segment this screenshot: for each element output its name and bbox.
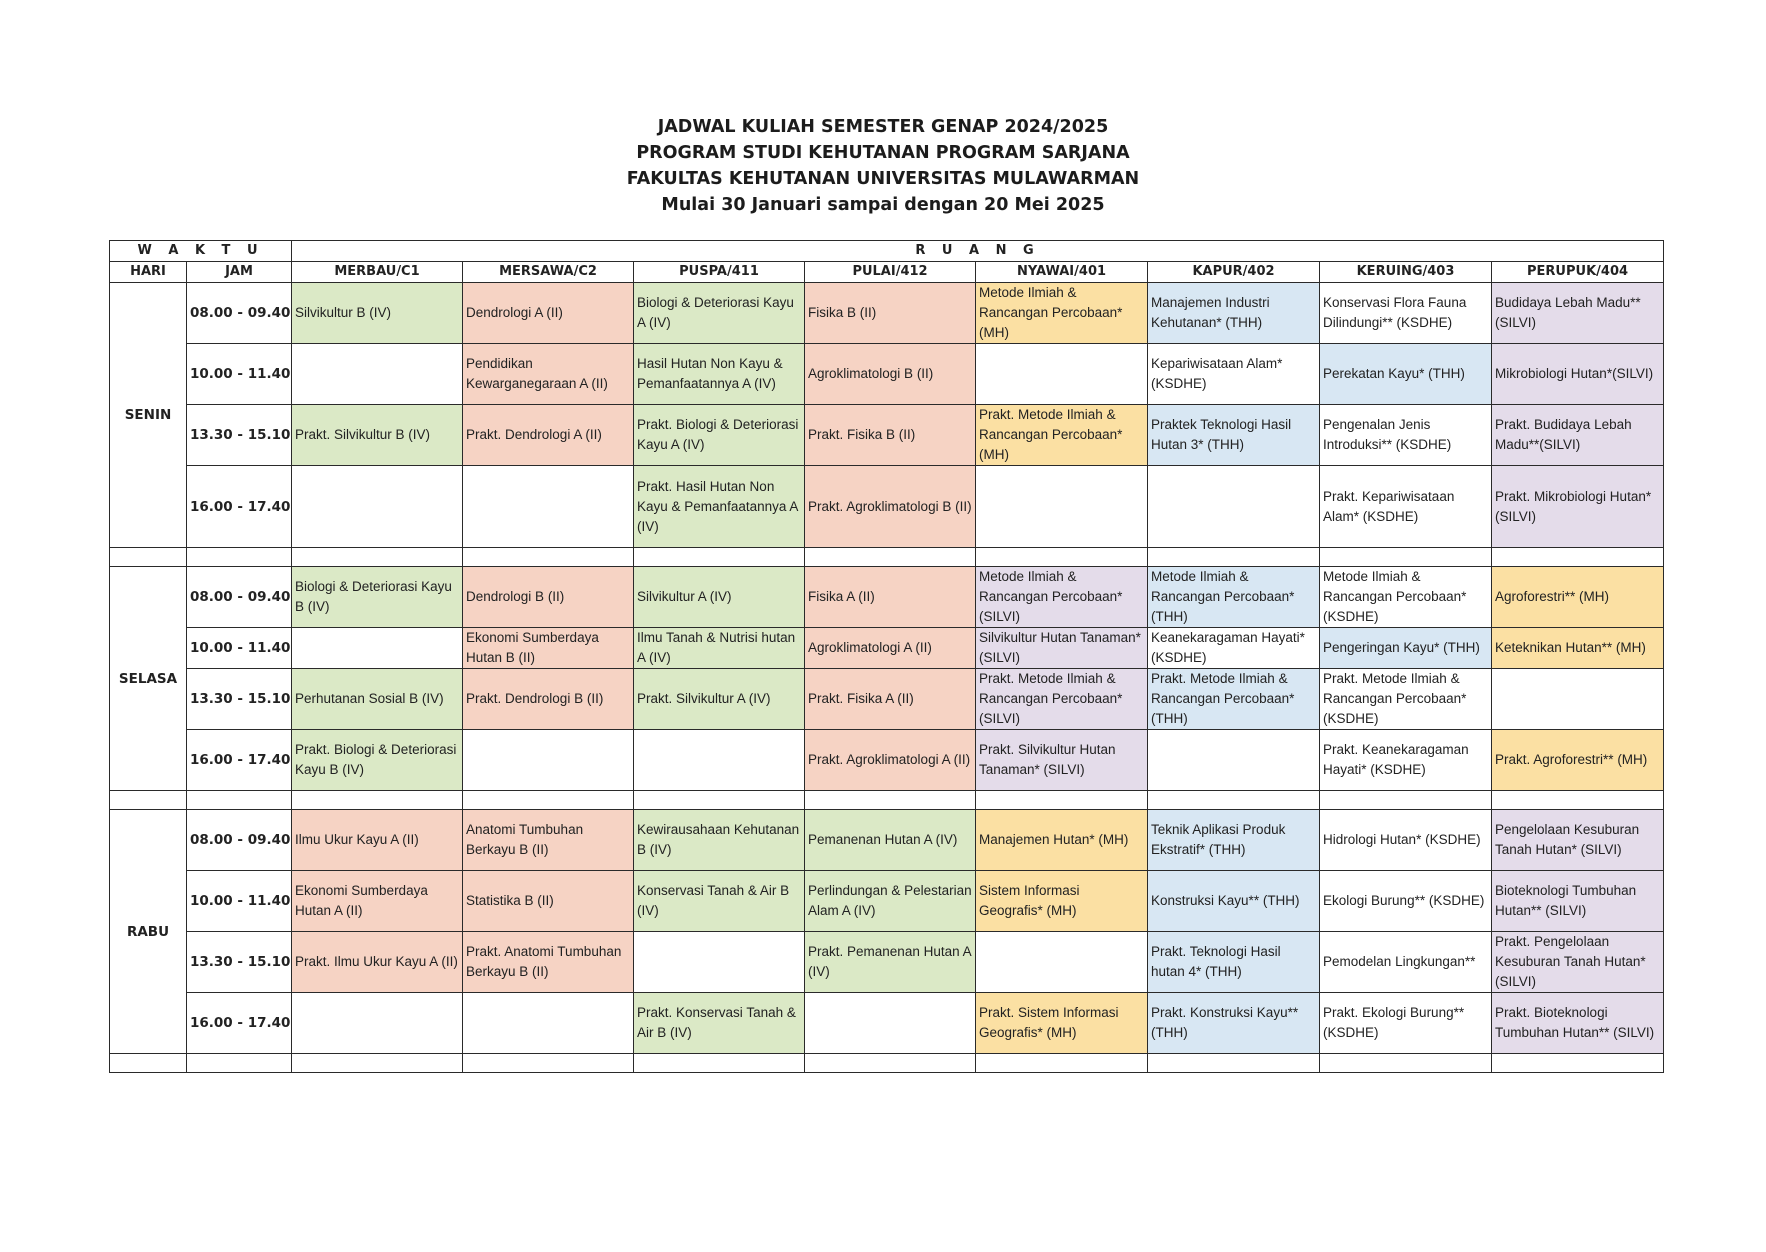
title-line-2: PROGRAM STUDI KEHUTANAN PROGRAM SARJANA [636, 143, 1130, 163]
spacer-cell [976, 548, 1148, 567]
course-cell [292, 466, 463, 548]
spacer-cell [1492, 791, 1664, 810]
course-cell: Pengelolaan Kesuburan Tanah Hutan* (SILVI) [1492, 810, 1664, 871]
course-cell [292, 344, 463, 405]
course-cell: Pengeringan Kayu* (THH) [1320, 628, 1492, 669]
course-cell: Agroklimatologi B (II) [805, 344, 976, 405]
spacer-cell [463, 548, 634, 567]
course-cell: Silvikultur A (IV) [634, 567, 805, 628]
course-cell [1148, 730, 1320, 791]
spacer-row [110, 548, 1664, 567]
time-slot: 08.00 - 09.40 [187, 283, 292, 344]
course-cell: Kepariwisataan Alam* (KSDHE) [1148, 344, 1320, 405]
spacer-cell [110, 791, 187, 810]
title-line-3: FAKULTAS KEHUTANAN UNIVERSITAS MULAWARMAN [626, 169, 1140, 189]
course-cell [976, 344, 1148, 405]
time-slot: 13.30 - 15.10 [187, 405, 292, 466]
spacer-cell [187, 548, 292, 567]
course-cell: Dendrologi B (II) [463, 567, 634, 628]
spacer-cell [1148, 548, 1320, 567]
title-line-4: Mulai 30 Januari sampai dengan 20 Mei 2025 [661, 195, 1105, 215]
course-cell: Fisika A (II) [805, 567, 976, 628]
course-cell: Prakt. Metode Ilmiah & Rancangan Percobaan* (KSDHE) [1320, 669, 1492, 730]
spacer-cell [110, 548, 187, 567]
course-cell: Prakt. Agroklimatologi A (II) [805, 730, 976, 791]
course-cell: Silvikultur Hutan Tanaman* (SILVI) [976, 628, 1148, 669]
table-row [110, 730, 1664, 791]
spacer-cell [1148, 1054, 1320, 1073]
course-cell: Prakt. Dendrologi B (II) [463, 669, 634, 730]
time-slot: 16.00 - 17.40 [187, 466, 292, 548]
course-cell: Prakt. Bioteknologi Tumbuhan Hutan** (SILVI) [1492, 993, 1664, 1054]
table-row [110, 628, 1664, 669]
course-cell: Prakt. Silvikultur Hutan Tanaman* (SILVI) [976, 730, 1148, 791]
spacer-cell [634, 548, 805, 567]
room-header: PERUPUK/404 [1492, 262, 1664, 283]
ruang-header: R U A N G [292, 241, 1664, 262]
spacer-cell [976, 791, 1148, 810]
time-slot: 08.00 - 09.40 [187, 810, 292, 871]
hari-header: HARI [110, 262, 187, 283]
spacer-cell [292, 791, 463, 810]
course-cell [463, 466, 634, 548]
course-cell: Pemanenan Hutan A (IV) [805, 810, 976, 871]
course-cell [463, 993, 634, 1054]
course-cell [976, 932, 1148, 993]
course-cell: Prakt. Dendrologi A (II) [463, 405, 634, 466]
course-cell: Prakt. Kepariwisataan Alam* (KSDHE) [1320, 466, 1492, 548]
course-cell: Dendrologi A (II) [463, 283, 634, 344]
course-cell [1148, 466, 1320, 548]
room-header: NYAWAI/401 [976, 262, 1148, 283]
course-cell: Keteknikan Hutan** (MH) [1492, 628, 1664, 669]
course-cell: Perlindungan & Pelestarian Alam A (IV) [805, 871, 976, 932]
waktu-header: W A K T U [110, 241, 292, 262]
course-cell: Mikrobiologi Hutan*(SILVI) [1492, 344, 1664, 405]
course-cell: Prakt. Silvikultur A (IV) [634, 669, 805, 730]
table-row [110, 932, 1664, 993]
day-label: RABU [110, 810, 187, 1054]
course-cell: Prakt. Pengelolaan Kesuburan Tanah Hutan* (SILVI) [1492, 932, 1664, 993]
spacer-cell [1320, 548, 1492, 567]
course-cell: Ekonomi Sumberdaya Hutan A (II) [292, 871, 463, 932]
course-cell: Keanekaragaman Hayati* (KSDHE) [1148, 628, 1320, 669]
course-cell: Agroklimatologi A (II) [805, 628, 976, 669]
spacer-cell [110, 1054, 187, 1073]
room-header: KAPUR/402 [1148, 262, 1320, 283]
course-cell: Perekatan Kayu* (THH) [1320, 344, 1492, 405]
course-cell: Prakt. Agroforestri** (MH) [1492, 730, 1664, 791]
time-slot: 10.00 - 11.40 [187, 628, 292, 669]
table-row [110, 871, 1664, 932]
course-cell: Metode Ilmiah & Rancangan Percobaan* (THH) [1148, 567, 1320, 628]
spacer-cell [634, 791, 805, 810]
table-row [110, 283, 1664, 344]
room-header: MERBAU/C1 [292, 262, 463, 283]
course-cell: Prakt. Ilmu Ukur Kayu A (II) [292, 932, 463, 993]
spacer-cell [805, 548, 976, 567]
course-cell: Prakt. Teknologi Hasil hutan 4* (THH) [1148, 932, 1320, 993]
course-cell [976, 466, 1148, 548]
course-cell: Prakt. Anatomi Tumbuhan Berkayu B (II) [463, 932, 634, 993]
day-label: SENIN [110, 283, 187, 548]
course-cell: Prakt. Keanekaragaman Hayati* (KSDHE) [1320, 730, 1492, 791]
title-line-1: JADWAL KULIAH SEMESTER GENAP 2024/2025 [657, 117, 1109, 137]
course-cell: Prakt. Mikrobiologi Hutan*(SILVI) [1492, 466, 1664, 548]
course-cell: Prakt. Konstruksi Kayu** (THH) [1148, 993, 1320, 1054]
course-cell: Biologi & Deteriorasi Kayu A (IV) [634, 283, 805, 344]
course-cell [463, 730, 634, 791]
course-cell [634, 932, 805, 993]
course-cell: Hasil Hutan Non Kayu & Pemanfaatannya A (IV) [634, 344, 805, 405]
time-slot: 10.00 - 11.40 [187, 344, 292, 405]
spacer-cell [976, 1054, 1148, 1073]
course-cell: Manajemen Industri Kehutanan* (THH) [1148, 283, 1320, 344]
course-cell [634, 730, 805, 791]
course-cell: Prakt. Sistem Informasi Geografis* (MH) [976, 993, 1148, 1054]
spacer-cell [463, 1054, 634, 1073]
course-cell: Perhutanan Sosial B (IV) [292, 669, 463, 730]
course-cell: Statistika B (II) [463, 871, 634, 932]
course-cell: Prakt. Budidaya Lebah Madu**(SILVI) [1492, 405, 1664, 466]
course-cell: Prakt. Hasil Hutan Non Kayu & Pemanfaatannya A (IV) [634, 466, 805, 548]
course-cell: Sistem Informasi Geografis* (MH) [976, 871, 1148, 932]
spacer-cell [1320, 791, 1492, 810]
course-cell [292, 628, 463, 669]
title-block [0, 114, 1766, 218]
course-cell [805, 993, 976, 1054]
course-cell: Biologi & Deteriorasi Kayu B (IV) [292, 567, 463, 628]
spacer-cell [292, 548, 463, 567]
spacer-cell [1492, 1054, 1664, 1073]
spacer-row [110, 791, 1664, 810]
course-cell: Pemodelan Lingkungan** [1320, 932, 1492, 993]
course-cell: Kewirausahaan Kehutanan B (IV) [634, 810, 805, 871]
course-cell [1492, 669, 1664, 730]
course-cell: Ilmu Ukur Kayu A (II) [292, 810, 463, 871]
course-cell: Konstruksi Kayu** (THH) [1148, 871, 1320, 932]
course-cell: Budidaya Lebah Madu**(SILVI) [1492, 283, 1664, 344]
course-cell: Prakt. Agroklimatologi B (II) [805, 466, 976, 548]
course-cell: Prakt. Fisika B (II) [805, 405, 976, 466]
course-cell: Prakt. Metode Ilmiah & Rancangan Percobaan* (THH) [1148, 669, 1320, 730]
course-cell: Ekonomi Sumberdaya Hutan B (II) [463, 628, 634, 669]
course-cell: Prakt. Pemanenan Hutan A (IV) [805, 932, 976, 993]
time-slot: 13.30 - 15.10 [187, 669, 292, 730]
course-cell: Bioteknologi Tumbuhan Hutan** (SILVI) [1492, 871, 1664, 932]
course-cell: Konservasi Flora Fauna Dilindungi** (KSDHE) [1320, 283, 1492, 344]
spacer-cell [187, 1054, 292, 1073]
day-label: SELASA [110, 567, 187, 791]
course-cell: Prakt. Konservasi Tanah & Air B (IV) [634, 993, 805, 1054]
room-header: KERUING/403 [1320, 262, 1492, 283]
course-cell: Pengenalan Jenis Introduksi** (KSDHE) [1320, 405, 1492, 466]
room-header: PULAI/412 [805, 262, 976, 283]
table-row [110, 466, 1664, 548]
course-cell [292, 993, 463, 1054]
table-row [110, 993, 1664, 1054]
course-cell: Metode Ilmiah & Rancangan Percobaan* (SILVI) [976, 567, 1148, 628]
course-cell: Metode Ilmiah & Rancangan Percobaan* (MH) [976, 283, 1148, 344]
course-cell: Agroforestri** (MH) [1492, 567, 1664, 628]
course-cell: Praktek Teknologi Hasil Hutan 3* (THH) [1148, 405, 1320, 466]
spacer-cell [187, 791, 292, 810]
course-cell: Prakt. Silvikultur B (IV) [292, 405, 463, 466]
schedule-body [110, 283, 1664, 1073]
spacer-cell [1148, 791, 1320, 810]
course-cell: Ekologi Burung** (KSDHE) [1320, 871, 1492, 932]
table-row [110, 344, 1664, 405]
time-slot: 16.00 - 17.40 [187, 730, 292, 791]
jam-header: JAM [187, 262, 292, 283]
course-cell: Teknik Aplikasi Produk Ekstratif* (THH) [1148, 810, 1320, 871]
course-cell: Prakt. Metode Ilmiah & Rancangan Percobaan* (SILVI) [976, 669, 1148, 730]
course-cell: Ilmu Tanah & Nutrisi hutan A (IV) [634, 628, 805, 669]
spacer-cell [805, 791, 976, 810]
spacer-row [110, 1054, 1664, 1073]
table-row [110, 405, 1664, 466]
spacer-cell [292, 1054, 463, 1073]
schedule-table [109, 240, 1664, 1073]
header-row-top [110, 241, 1664, 262]
table-row [110, 669, 1664, 730]
header-row-bottom [110, 262, 1664, 283]
course-cell: Anatomi Tumbuhan Berkayu B (II) [463, 810, 634, 871]
time-slot: 10.00 - 11.40 [187, 871, 292, 932]
course-cell: Hidrologi Hutan* (KSDHE) [1320, 810, 1492, 871]
course-cell: Silvikultur B (IV) [292, 283, 463, 344]
course-cell: Konservasi Tanah & Air B (IV) [634, 871, 805, 932]
course-cell: Prakt. Metode Ilmiah & Rancangan Percobaan* (MH) [976, 405, 1148, 466]
table-row [110, 567, 1664, 628]
course-cell: Metode Ilmiah & Rancangan Percobaan* (KSDHE) [1320, 567, 1492, 628]
room-header: MERSAWA/C2 [463, 262, 634, 283]
spacer-cell [1320, 1054, 1492, 1073]
spacer-cell [463, 791, 634, 810]
table-row [110, 810, 1664, 871]
course-cell: Prakt. Biologi & Deteriorasi Kayu B (IV) [292, 730, 463, 791]
spacer-cell [1492, 548, 1664, 567]
course-cell: Prakt. Ekologi Burung** (KSDHE) [1320, 993, 1492, 1054]
time-slot: 16.00 - 17.40 [187, 993, 292, 1054]
spacer-cell [634, 1054, 805, 1073]
course-cell: Manajemen Hutan* (MH) [976, 810, 1148, 871]
spacer-cell [805, 1054, 976, 1073]
course-cell: Prakt. Fisika A (II) [805, 669, 976, 730]
course-cell: Fisika B (II) [805, 283, 976, 344]
time-slot: 13.30 - 15.10 [187, 932, 292, 993]
time-slot: 08.00 - 09.40 [187, 567, 292, 628]
room-header: PUSPA/411 [634, 262, 805, 283]
course-cell: Prakt. Biologi & Deteriorasi Kayu A (IV) [634, 405, 805, 466]
course-cell: Pendidikan Kewarganegaraan A (II) [463, 344, 634, 405]
